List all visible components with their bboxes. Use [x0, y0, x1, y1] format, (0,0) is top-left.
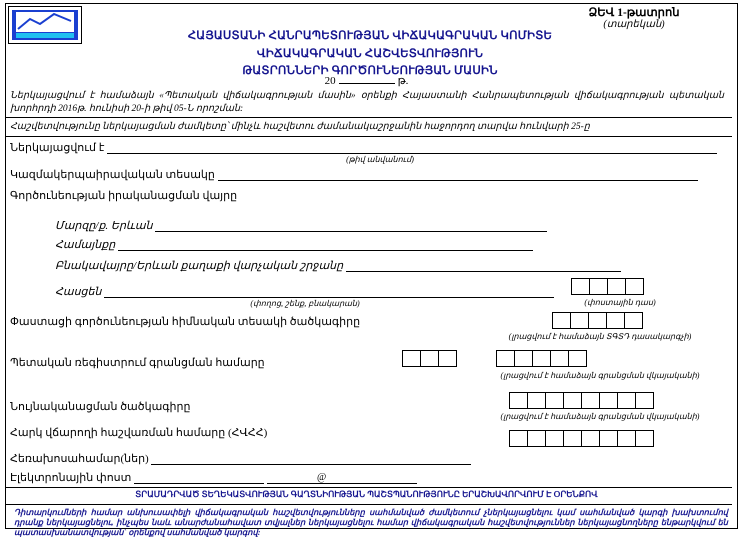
phone-row [10, 452, 471, 465]
tax-number-cell[interactable] [581, 430, 600, 447]
year-prefix: 20 [324, 75, 336, 87]
settlement-row [55, 259, 621, 272]
address-row [55, 285, 554, 298]
tax-number-cell[interactable] [545, 430, 564, 447]
id-code-cell[interactable] [527, 392, 546, 409]
main-activity-label: Փաստացի գործունեության հիմնական տեսակի ծածկագիրը [10, 316, 361, 328]
reg-number-row [10, 356, 265, 369]
region-row [55, 219, 547, 232]
submitted-by-input[interactable] [107, 143, 717, 154]
reg-number-boxes-right[interactable] [496, 350, 587, 367]
divider-1 [6, 117, 732, 118]
tax-number-label: Հարկ վճարողի հաշվառման համարը (ՀՎՀՀ) [10, 427, 268, 439]
community-row [55, 238, 533, 251]
tax-number-boxes[interactable] [509, 430, 654, 447]
tax-number-cell[interactable] [599, 430, 618, 447]
main-activity-cell[interactable] [606, 312, 625, 329]
reg-number-label: Պետական ռեգիստրում գրանցման համարը [10, 357, 265, 369]
email-at-symbol: @ [317, 472, 327, 483]
email-row [10, 471, 417, 484]
postal-cell[interactable] [607, 278, 626, 295]
phone-input[interactable] [151, 454, 471, 465]
community-input[interactable] [118, 240, 533, 251]
year-suffix: թ. [397, 75, 409, 87]
id-code-cell[interactable] [545, 392, 564, 409]
main-activity-cell[interactable] [588, 312, 607, 329]
title-line-2: ՎԻՃԱԿԱԳՐԱԿԱՆ ՀԱՇՎԵՏՎՈՒԹՅՈՒՆ [256, 48, 484, 60]
reg-number-cell[interactable] [496, 350, 515, 367]
main-activity-boxes[interactable] [552, 312, 643, 329]
id-code-row [10, 400, 190, 413]
region-input[interactable] [155, 221, 547, 232]
id-code-label: Նույնականացման ծածկագիրը [10, 401, 191, 413]
reg-number-sub: (լրացվում է համաձայն գրանցման վկայականի) [500, 371, 700, 380]
tax-number-cell[interactable] [563, 430, 582, 447]
armstat-logo [8, 6, 82, 44]
tax-number-row [10, 426, 267, 439]
divider-4 [6, 504, 732, 505]
form-code: ՁԵՎ 1-թատրոն [588, 7, 680, 19]
submitted-by-sub: (թիվ անվանում) [346, 155, 414, 164]
email-input-domain[interactable] [267, 473, 417, 484]
deadline-note: Հաշվետվությունը ներկայացման ժամկետը՝ մինչև հաշվետու ժամանակաշրջանին հաջորդող տարվա հունվարի 25-ը [10, 122, 590, 132]
org-form-row [10, 168, 698, 181]
reg-number-cell[interactable] [532, 350, 551, 367]
id-code-cell[interactable] [635, 392, 654, 409]
id-code-cell[interactable] [509, 392, 528, 409]
reg-number-cell[interactable] [438, 350, 457, 367]
logo-chart-icon [16, 12, 74, 32]
postal-cell[interactable] [625, 278, 644, 295]
org-form-input[interactable] [218, 170, 698, 181]
id-code-cell[interactable] [563, 392, 582, 409]
postal-sub: (փոստային դաս) [584, 298, 656, 307]
logo-inner [12, 10, 78, 40]
id-code-cell[interactable] [617, 392, 636, 409]
submitted-by-label: Ներկայացվում է [10, 142, 105, 154]
reg-number-cell[interactable] [420, 350, 439, 367]
form-code-sub: (տարեկան) [603, 19, 665, 30]
org-form-label: Կազմակերպաիրավական տեսակը [10, 169, 215, 181]
submitted-by-row [10, 141, 717, 154]
year-input[interactable] [339, 83, 395, 84]
address-input[interactable] [104, 287, 554, 298]
title-line-3: ԹԱՏՐՈՆՆԵՐԻ ԳՈՐԾՈՒՆԵՈՒԹՅԱՆ ՄԱՍԻՆ [242, 65, 498, 77]
tax-number-cell[interactable] [635, 430, 654, 447]
id-code-sub: (լրացվում է համաձայն գրանցման վկայականի) [500, 412, 700, 421]
community-label: Համայնքը [55, 239, 116, 251]
address-label: Հասցեն [55, 286, 102, 298]
reg-number-boxes-left[interactable] [402, 350, 457, 367]
id-code-boxes[interactable] [509, 392, 654, 409]
reg-number-cell[interactable] [402, 350, 421, 367]
region-label: Մարզը/ք. Երևան [55, 220, 153, 232]
postal-code-boxes[interactable] [571, 278, 644, 295]
footer-note: Դիտարկումների համար անխուսափելի վիճակագրական հաշվետվությունները սահմանված ժամկետում չներկայացնելու կամ սահմանված կարգի խախտումով դրանք ներկայացնելու, ինչպես նաև անարժանահավատ տվյալներ ներկայացնելու համար վիճակագրական հաշվետվություններ ներկայացնողները ենթարկվում են պատասխանատվության` օրենքով սահմանված կարգով: [14, 508, 728, 537]
form-code-block [539, 5, 729, 30]
phone-label: Հեռախոսահամար(ներ) [10, 453, 149, 465]
intro-paragraph: Ներկայացվում է համաձայն «Պետական վիճակագրության մասին» օրենքի Հայաստանի Հանրապետության վիճակագրության պետական խորհրդի 2016թ. հունիսի 20-ի թիվ 05-Ն որոշման: [10, 91, 724, 114]
activity-place-label-row [10, 189, 237, 202]
logo-bar [16, 33, 74, 38]
divider-3 [6, 487, 732, 488]
main-activity-cell[interactable] [570, 312, 589, 329]
reg-number-cell[interactable] [550, 350, 569, 367]
settlement-input[interactable] [346, 261, 621, 272]
id-code-cell[interactable] [599, 392, 618, 409]
reg-number-cell[interactable] [568, 350, 587, 367]
confidentiality-banner: ՏՐԱՄԱԴՐՎԱԾ ՏԵՂԵԿԱՏՎՈՒԹՅԱՆ ԳԱՂՏՆԻՈՒԹՅԱՆ ՊԱՇՏՊԱՆՈՒԹՅՈՒՆԸ ԵՐԱՇԽԱՎՈՐՎՈՒՄ Է ՕՐԵՆՔՈՎ [135, 489, 598, 499]
page-title [90, 28, 650, 79]
tax-number-cell[interactable] [617, 430, 636, 447]
reg-number-cell[interactable] [514, 350, 533, 367]
activity-place-label: Գործունեության իրականացման վայրը [10, 190, 238, 202]
divider-2 [6, 136, 732, 137]
email-input-local[interactable] [134, 473, 264, 484]
title-line-1: ՀԱՅԱՍՏԱՆԻ ՀԱՆՐԱՊԵՏՈՒԹՅԱՆ ՎԻՃԱԿԱԳՐԱԿԱՆ ԿՈՄԻՏԵ [187, 30, 553, 42]
main-activity-cell[interactable] [624, 312, 643, 329]
main-activity-cell[interactable] [552, 312, 571, 329]
postal-cell[interactable] [589, 278, 608, 295]
settlement-label: Բնակավայրը/Երևան քաղաքի վարչական շրջանը [55, 260, 344, 272]
address-sub: (փողոց, շենք, բնակարան) [250, 299, 360, 308]
main-activity-sub: (լրացվում է համաձայն ՏԳՏԴ դասակարգչի) [508, 332, 692, 341]
postal-cell[interactable] [571, 278, 590, 295]
year-line [0, 74, 733, 87]
email-label: Էլեկտրոնային փոստ [10, 472, 132, 484]
id-code-cell[interactable] [581, 392, 600, 409]
main-activity-row [10, 315, 360, 328]
tax-number-cell[interactable] [509, 430, 528, 447]
tax-number-cell[interactable] [527, 430, 546, 447]
